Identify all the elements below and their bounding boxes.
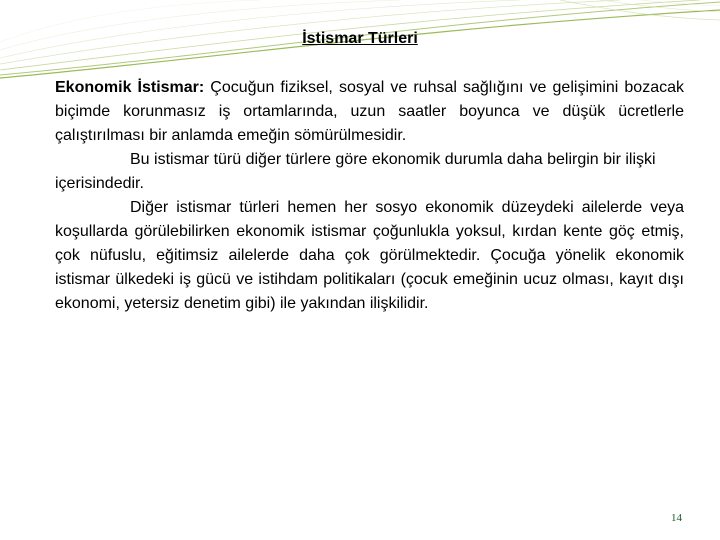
swoosh-line bbox=[560, 0, 720, 20]
paragraph-text: Çocuğun fiziksel, sosyal ve ruhsal sağlığını ve gelişimini bozacak biçimde korunmasız iş ortamlarında, uzun saatler boyunca ve düşük ücretlerle çalıştırılması bir anlamda emeğin sömürülmesidir. bbox=[55, 79, 684, 144]
page-number: 14 bbox=[671, 512, 682, 524]
paragraph-lead: Ekonomik İstismar: bbox=[55, 79, 205, 96]
paragraph-economic-relation: Bu istismar türü diğer türlere göre ekonomik durumla daha belirgin bir ilişki içerisindedir. bbox=[55, 151, 656, 192]
slide-title: İstismar Türleri bbox=[302, 30, 418, 47]
paragraph-socioeconomic-factors: Diğer istismar türleri hemen her sosyo ekonomik düzeydeki ailelerde veya koşullarda görülebilirken ekonomik istismar çoğunlukla yoksul, kırdan kente göç etmiş, çok nüfuslu, eğitimsiz ailelerde daha çok görülmektedir. Çocuğa yönelik ekonomik istismar ülkedeki iş gücü ve istihdam politikaları (çocuk emeğinin ucuz olması, kayıt dışı ekonomi, yetersiz denetim gibi) ile yakından ilişkilidir. bbox=[55, 199, 684, 312]
swoosh-line bbox=[0, 0, 520, 58]
slide-body bbox=[55, 76, 684, 316]
paragraph-economic-abuse-definition bbox=[55, 76, 684, 148]
